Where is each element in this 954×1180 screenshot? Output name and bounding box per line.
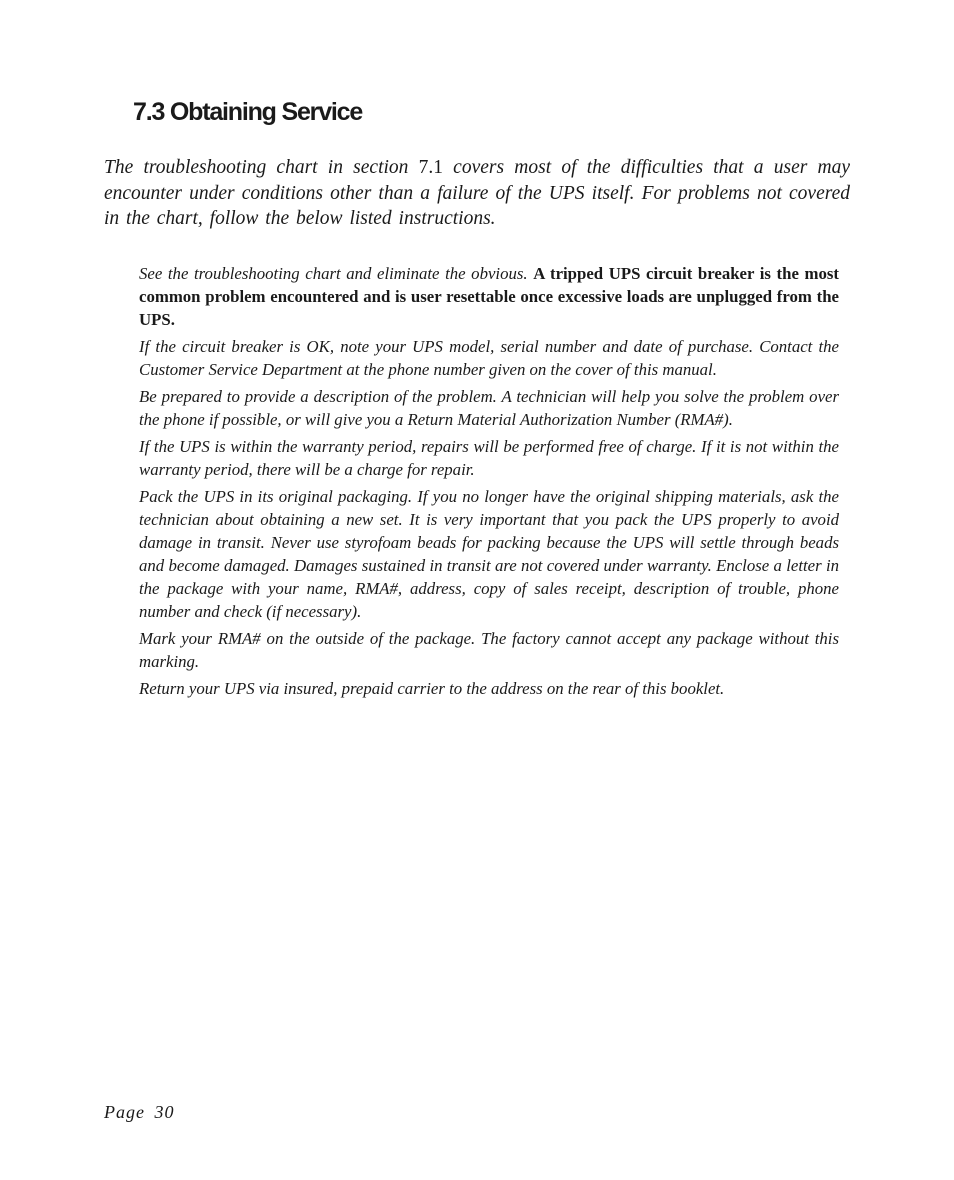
step-7: Return your UPS via insured, prepaid carrier to the address on the rear of this booklet.	[139, 679, 725, 698]
step-3: Be prepared to provide a description of the problem. A technician will help you solve the problem over the phone if possible, or will give you a Return Material Authorization Number (RMA#).	[139, 387, 839, 429]
step-1-text: See the troubleshooting chart and eliminate the obvious.	[139, 264, 534, 283]
intro-text-start: The troubleshooting chart in section	[104, 157, 419, 178]
step-4: If the UPS is within the warranty period, repairs will be performed free of charge. If it is not within the warranty period, there will be a charge for repair.	[139, 437, 839, 479]
section-title: 7.3 Obtaining Service	[133, 98, 363, 126]
service-steps-list	[139, 262, 839, 704]
step-1	[139, 262, 839, 331]
intro-text-end: covers most of the difficulties that a user may encounter under conditions other than a failure of the UPS itself. For problems not covered in the chart, follow the below listed instructions.	[104, 157, 851, 229]
step-1-bold-note: A tripped UPS circuit breaker is the most common problem encountered and is user resettable once excessive loads are unplugged from the UPS.	[139, 264, 839, 329]
page-number: Page 30	[104, 1102, 175, 1122]
step-6: Mark your RMA# on the outside of the package. The factory cannot accept any package without this marking.	[139, 629, 839, 671]
intro-paragraph	[104, 155, 850, 232]
step-2: If the circuit breaker is OK, note your UPS model, serial number and date of purchase. Contact the Customer Service Department at the phone number given on the cover of this manual.	[139, 337, 839, 379]
section-reference: 7.1	[418, 157, 443, 178]
step-5: Pack the UPS in its original packaging. If you no longer have the original shipping materials, ask the technician about obtaining a new set. It is very important that you pack the UPS properly to avoid damage in transit. Never use styrofoam beads for packing because the UPS will settle through beads and become damaged. Damages sustained in transit are not covered under warranty. Enclose a letter in the package with your name, RMA#, address, copy of sales receipt, description of trouble, phone number and check (if necessary).	[139, 487, 839, 621]
